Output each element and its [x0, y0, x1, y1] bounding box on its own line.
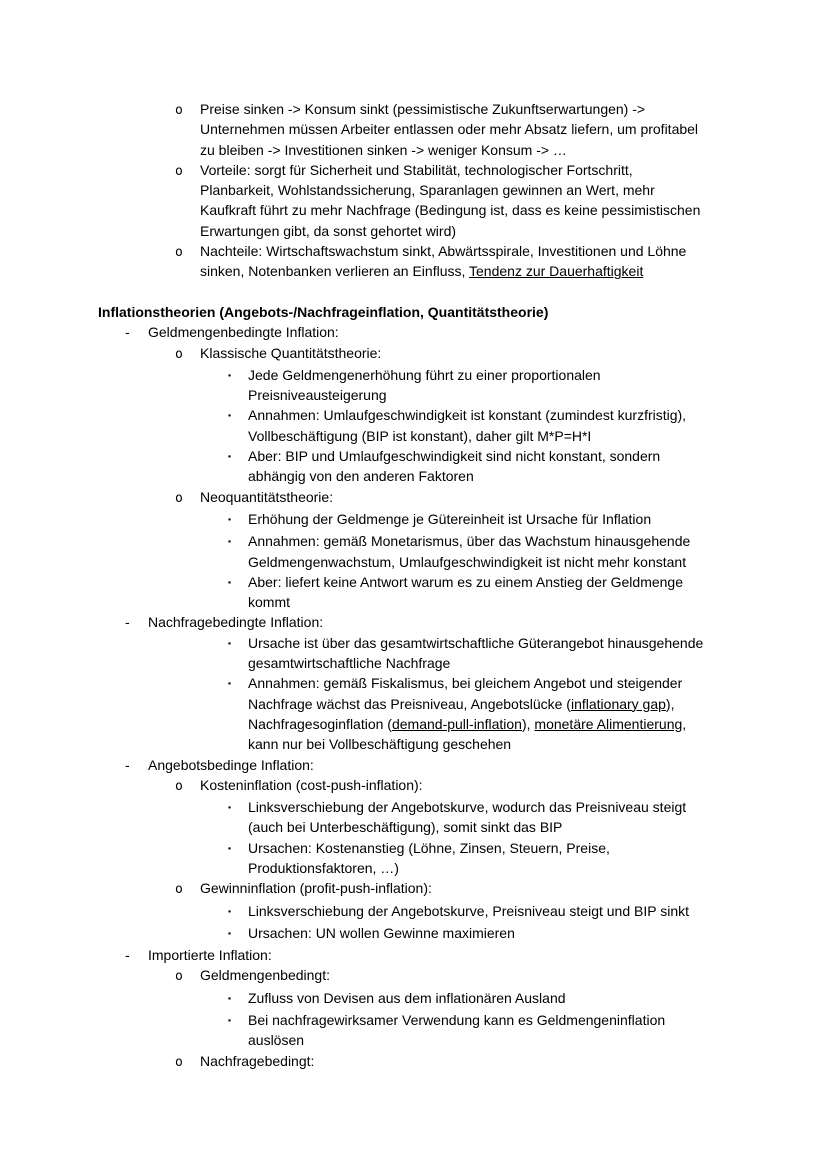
bullet-dash-marker: - — [125, 756, 130, 773]
list-item-text: Kosteninflation (cost-push-inflation): — [200, 776, 423, 793]
list-item-text: Preise sinken -> Konsum sinkt (pessimistische Zukunftserwartungen) -> Unternehmen müssen Arbeiter entlassen oder mehr Absatz liefern, um profitabel zu bleiben -> Investitionen sinken -> weniger Konsum -> … — [200, 101, 699, 158]
list-item-text: Aber: BIP und Umlaufgeschwindigkeit sind nicht konstant, sondern abhängig von den anderen Faktoren — [248, 448, 661, 485]
bullet-circle-marker: o — [175, 882, 183, 898]
text-run: , kann nur bei Vollbeschäftigung geschehen — [248, 715, 687, 753]
list-item — [98, 633, 710, 674]
bullet-circle-marker: o — [175, 969, 183, 985]
list-item-text — [248, 673, 710, 754]
outline-list — [98, 322, 710, 1073]
list-item — [98, 901, 710, 923]
bullet-square-marker: ▪ — [228, 992, 232, 1003]
text-run: ), Nachfragesoginflation ( — [248, 695, 675, 732]
underlined-text: Tendenz zur Dauerhaftigkeit — [469, 263, 644, 280]
bullet-square-marker: ▪ — [228, 576, 232, 587]
list-item-text: Aber: liefert keine Antwort warum es zu einem Anstieg der Geldmenge kommt — [248, 573, 683, 611]
list-item — [98, 923, 710, 945]
bullet-square-marker: ▪ — [228, 637, 232, 648]
list-item — [98, 965, 710, 987]
list-item-text: Zufluss von Devisen aus dem inflationären Ausland — [248, 989, 566, 1006]
list-item-text: Annahmen: gemäß Monetarismus, über das Wachstum hinausgehende Geldmengenwachstum, Umlaufgeschwindigkeit ist nicht mehr konstant — [248, 533, 691, 570]
bullet-square-marker: ▪ — [228, 802, 232, 813]
list-item-text: Ursachen: UN wollen Gewinne maximieren — [248, 924, 515, 941]
list-item-text: Nachfragebedingte Inflation: — [148, 614, 324, 631]
list-item — [98, 405, 710, 446]
list-item-text: Gewinninflation (profit-push-inflation): — [200, 880, 432, 897]
list-item-text: Importierte Inflation: — [148, 947, 272, 964]
list-item-text: Geldmengenbedingte Inflation: — [148, 324, 339, 341]
section-heading: Inflationstheorien (Angebots-/Nachfrageinflation, Quantitätstheorie) — [98, 303, 549, 320]
list-item — [98, 322, 710, 342]
list-item — [98, 572, 710, 613]
text-run: Nachteile: Wirtschaftswachstum sinkt, Abwärtsspirale, Investitionen und Löhne sinken, Notenbanken verlieren an Einfluss, — [200, 243, 687, 280]
bullet-square-marker: ▪ — [228, 410, 232, 421]
list-item — [98, 755, 710, 775]
list-item-text: Ursache ist über das gesamtwirtschaftliche Güterangebot hinausgehende gesamtwirtschaftliche Nachfrage — [248, 634, 704, 672]
bullet-square-marker: ▪ — [228, 1015, 232, 1026]
list-item-text: Linksverschiebung der Angebotskurve, Preisniveau steigt und BIP sinkt — [248, 902, 689, 919]
bullet-square-marker: ▪ — [228, 451, 232, 462]
list-item-text: Linksverschiebung der Angebotskurve, wodurch das Preisniveau steigt (auch bei Unterbeschäftigung), somit sinkt das BIP — [248, 799, 687, 836]
list-item-text: Geldmengenbedingt: — [200, 967, 330, 984]
underlined-text: inflationary gap — [570, 695, 666, 712]
bullet-square-marker: ▪ — [228, 905, 232, 916]
list-item-text: Angebotsbedinge Inflation: — [148, 756, 314, 773]
bullet-dash-marker: - — [125, 324, 130, 341]
bullet-square-marker: ▪ — [228, 842, 232, 853]
list-item — [98, 487, 710, 509]
list-item — [98, 988, 710, 1010]
list-item — [98, 365, 710, 406]
bullet-circle-marker: o — [175, 346, 183, 362]
underlined-text: monetäre Alimentierung — [534, 715, 683, 732]
bullet-circle-marker: o — [175, 1054, 183, 1070]
list-item — [98, 775, 710, 797]
bullet-square-marker: ▪ — [228, 927, 232, 938]
list-item — [98, 343, 710, 365]
list-item — [98, 531, 710, 572]
bullet-square-marker: ▪ — [228, 513, 232, 524]
list-item-text: Nachfragebedingt: — [200, 1052, 315, 1069]
bullet-circle-marker: o — [175, 778, 183, 794]
bullet-circle-marker: o — [175, 103, 183, 118]
list-item — [98, 1051, 710, 1073]
list-item — [98, 838, 710, 879]
list-item — [98, 160, 710, 241]
list-item — [98, 241, 710, 282]
underlined-text: demand-pull-inflation — [391, 715, 522, 732]
list-item-text: Erhöhung der Geldmenge je Gütereinheit ist Ursache für Inflation — [248, 510, 652, 527]
list-item-text — [200, 241, 710, 282]
bullet-circle-marker: o — [175, 245, 183, 261]
bullet-square-marker: ▪ — [228, 678, 232, 689]
bullet-dash-marker: - — [125, 614, 130, 631]
list-item — [98, 446, 710, 487]
list-item-text: Ursachen: Kostenanstieg (Löhne, Zinsen, Steuern, Preise, Produktionsfaktoren, …) — [248, 839, 610, 876]
list-item — [98, 1010, 710, 1051]
bullet-square-marker: ▪ — [228, 536, 232, 547]
bullet-circle-marker: o — [175, 490, 183, 506]
list-item-text: Neoquantitätstheorie: — [200, 488, 334, 505]
list-item — [98, 797, 710, 838]
list-item — [98, 945, 710, 965]
bullet-dash-marker: - — [125, 947, 130, 964]
list-item-text: Vorteile: sorgt für Sicherheit und Stabilität, technologischer Fortschritt, Planbarkeit, Wohlstandssicherung, Sparanlagen gewinnen an Wert, mehr Kaufkraft führt zu mehr Nachfrage (Bedingung ist, dass es keine pessimistischen Erwartungen gibt, da sonst gehortet wird) — [200, 161, 701, 239]
bullet-circle-marker: o — [175, 163, 183, 179]
list-item-text: Bei nachfragewirksamer Verwendung kann es Geldmengeninflation auslösen — [248, 1012, 666, 1049]
list-item — [98, 509, 710, 531]
list-item — [98, 673, 710, 754]
list-item — [98, 878, 710, 900]
list-item-text: Annahmen: Umlaufgeschwindigkeit ist konstant (zumindest kurzfristig), Vollbeschäftigung (BIP ist konstant), daher gilt M*P=H*I — [248, 407, 687, 444]
list-item-text: Klassische Quantitätstheorie: — [200, 344, 382, 361]
pre-section-list — [98, 99, 710, 282]
text-run: Annahmen: gemäß Fiskalismus, bei gleichem Angebot und steigender Nachfrage wächst das Preisniveau, Angebotslücke ( — [248, 675, 683, 712]
list-item — [98, 99, 710, 160]
list-item-text: Jede Geldmengenerhöhung führt zu einer proportionalen Preisniveausteigerung — [248, 366, 601, 404]
list-item — [98, 612, 710, 632]
text-run: ), — [521, 715, 535, 732]
bullet-square-marker: ▪ — [228, 369, 232, 380]
